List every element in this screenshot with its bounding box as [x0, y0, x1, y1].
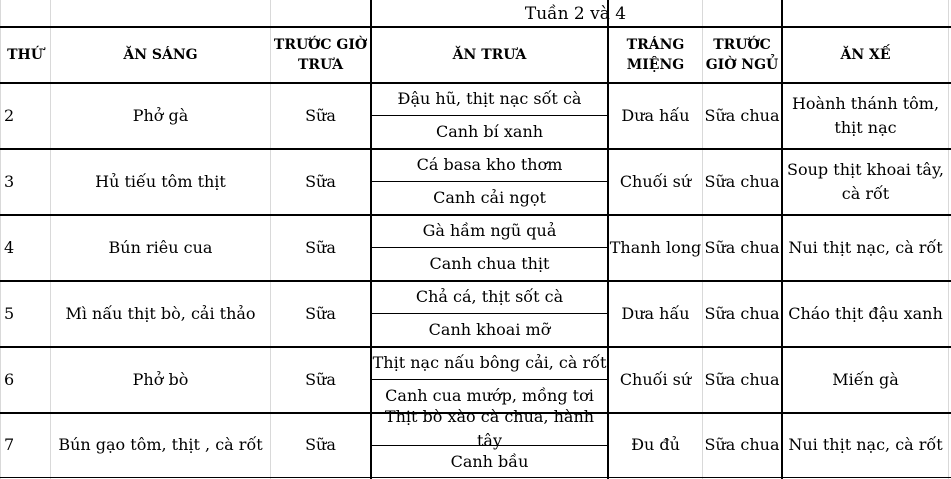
snack-cell: Cháo thịt đậu xanh	[788, 303, 943, 323]
lunch-soup-cell: Canh bầu	[450, 451, 529, 471]
header-lunch: ĂN TRƯA	[452, 46, 527, 63]
breakfast-cell: Hủ tiếu tôm thịt	[95, 171, 226, 191]
day-cell: 3	[4, 171, 15, 191]
breakfast-cell: Phở gà	[132, 105, 189, 125]
snack-cell: Nui thịt nạc, cà rốt	[788, 237, 943, 257]
day-cell: 7	[4, 435, 15, 454]
before-sleep-cell: Sữa chua	[704, 435, 780, 454]
lunch-main-cell: Thịt nạc nấu bông cải, cà rốt	[372, 353, 607, 372]
dessert-cell: Thanh long	[609, 237, 702, 257]
table-title: Tuần 2 và 4	[524, 3, 627, 24]
header-snack: ĂN XẾ	[840, 46, 891, 63]
before-sleep-cell: Sữa chua	[704, 369, 780, 389]
lunch-main-cell: Gà hầm ngũ quả	[422, 221, 557, 240]
before-lunch-cell: Sữa	[305, 237, 336, 257]
lunch-soup-cell: Canh bí xanh	[435, 122, 544, 141]
snack-cell: Hoành thánh tôm, thịt nạc	[791, 93, 940, 137]
breakfast-cell: Phở bò	[132, 369, 189, 389]
before-lunch-cell: Sữa	[305, 171, 336, 191]
lunch-main-cell: Thịt bò xào cà chua, hành tây	[384, 407, 595, 450]
header-breakfast: ĂN SÁNG	[123, 46, 198, 63]
before-lunch-cell: Sữa	[305, 105, 336, 125]
header-before-sleep: TRƯỚC GIỜ NGỦ	[705, 36, 779, 73]
day-cell: 6	[4, 369, 15, 389]
day-cell: 5	[4, 303, 15, 323]
before-lunch-cell: Sữa	[305, 435, 336, 454]
dessert-cell: Chuối sứ	[619, 369, 692, 389]
grid-line	[0, 477, 951, 478]
lunch-soup-cell: Canh khoai mỡ	[428, 320, 551, 339]
before-sleep-cell: Sữa chua	[704, 303, 780, 323]
before-lunch-cell: Sữa	[305, 303, 336, 323]
lunch-main-cell: Cá basa kho thơm	[416, 155, 563, 174]
before-lunch-cell: Sữa	[305, 369, 336, 389]
snack-cell: Miến gà	[832, 369, 899, 389]
lunch-main-cell: Đậu hũ, thịt nạc sốt cà	[397, 89, 582, 108]
day-cell: 4	[4, 237, 15, 257]
dessert-cell: Chuối sứ	[619, 171, 692, 191]
snack-cell: Soup thịt khoai tây, cà rốt	[787, 159, 944, 203]
snack-cell: Nui thịt nạc, cà rốt	[788, 435, 943, 454]
breakfast-cell: Mì nấu thịt bò, cải thảo	[65, 303, 256, 323]
before-sleep-cell: Sữa chua	[704, 237, 780, 257]
grid-line	[948, 0, 949, 479]
breakfast-cell: Bún gạo tôm, thịt , cà rốt	[58, 435, 263, 454]
day-cell: 2	[4, 105, 15, 125]
header-dessert: TRÁNG MIỆNG	[626, 36, 685, 73]
breakfast-cell: Bún riêu cua	[108, 237, 213, 257]
header-day: THỨ	[7, 46, 43, 63]
dessert-cell: Dưa hấu	[621, 303, 690, 323]
lunch-soup-cell: Canh cải ngọt	[433, 188, 546, 207]
lunch-soup-cell: Canh cua mướp, mồng tơi	[385, 386, 594, 405]
before-sleep-cell: Sữa chua	[704, 171, 780, 191]
lunch-soup-cell: Canh chua thịt	[429, 254, 550, 273]
lunch-main-cell: Chả cá, thịt sốt cà	[415, 287, 564, 306]
before-sleep-cell: Sữa chua	[704, 105, 780, 125]
dessert-cell: Dưa hấu	[621, 105, 690, 125]
dessert-cell: Đu đủ	[631, 435, 680, 454]
header-before-lunch: TRƯỚC GIỜ TRƯA	[273, 36, 368, 73]
